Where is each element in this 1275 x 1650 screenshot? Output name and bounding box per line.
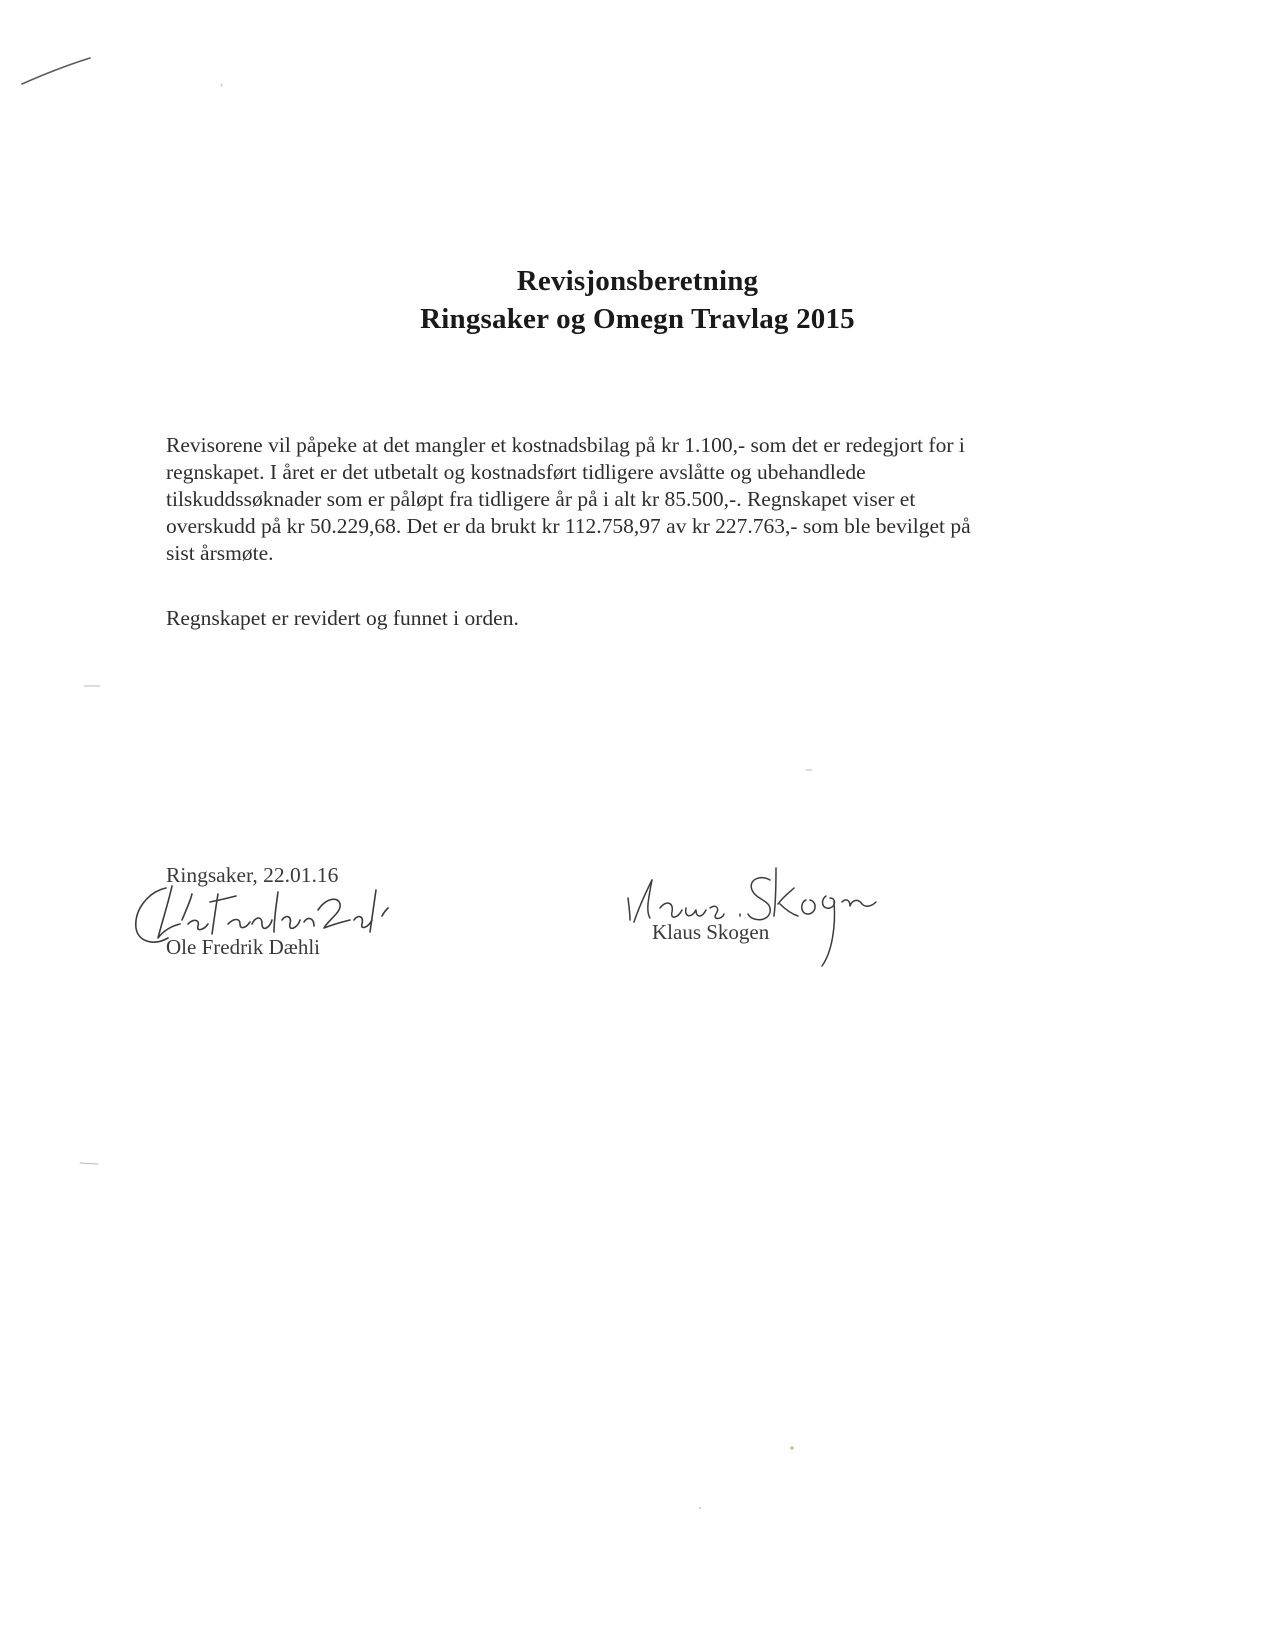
body-paragraph bbox=[166, 432, 1106, 567]
body-line: overskudd på kr 50.229,68. Det er da brukt kr 112.758,97 av kr 227.763,- som ble bevilget på bbox=[166, 514, 971, 538]
document-title: Revisjonsberetning bbox=[516, 265, 759, 297]
body-line: Revisorene vil påpeke at det mangler et kostnadsbilag på kr 1.100,- som det er redegjort for i bbox=[166, 433, 965, 457]
title-block bbox=[0, 262, 1275, 338]
signature-klaus-skogen bbox=[612, 856, 912, 976]
signer-name-2: Klaus Skogen bbox=[652, 920, 770, 944]
signer-name-1: Ole Fredrik Dæhli bbox=[166, 935, 320, 959]
body-line: regnskapet. I året er det utbetalt og kostnadsført tidligere avslåtte og ubehandlede bbox=[166, 460, 866, 484]
body-line: tilskuddssøknader som er påløpt fra tidligere år på i alt kr 85.500,-. Regnskapet viser et bbox=[166, 487, 916, 511]
pen-stroke-mark bbox=[18, 52, 98, 92]
conclusion-text: Regnskapet er revidert og funnet i orden. bbox=[166, 606, 519, 630]
place-date: Ringsaker, 22.01.16 bbox=[166, 863, 339, 887]
body-line: sist årsmøte. bbox=[166, 541, 274, 565]
document-subtitle: Ringsaker og Omegn Travlag 2015 bbox=[420, 303, 855, 335]
